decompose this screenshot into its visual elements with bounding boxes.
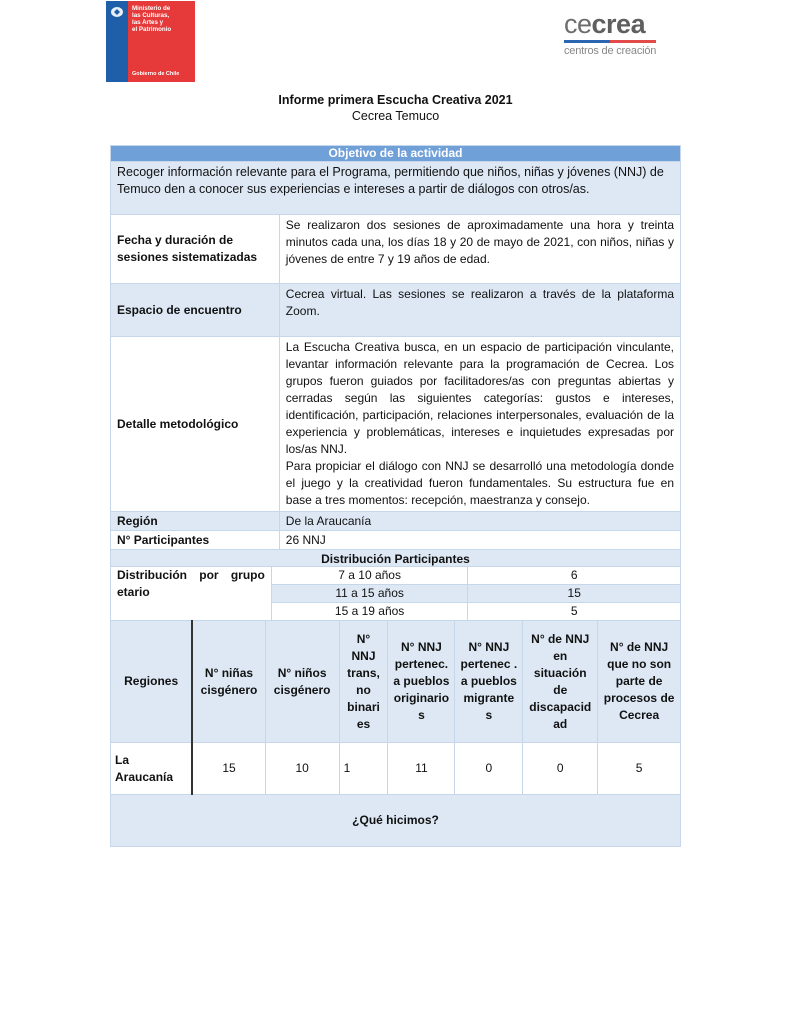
col-pueblos-migrantes: N° NNJ pertenec . a pueblos migrante s — [455, 621, 523, 743]
col-regiones: Regiones — [111, 621, 193, 743]
gobierno-de-chile: Gobierno de Chile — [132, 71, 180, 77]
cell-originarios: 11 — [388, 743, 455, 795]
coat-of-arms-icon — [109, 5, 125, 19]
ministry-line-4: el Patrimonio — [132, 26, 172, 33]
age-row-1 — [111, 567, 681, 585]
age-range: 11 a 15 años — [271, 585, 468, 603]
document-subtitle: Cecrea Temuco — [351, 109, 440, 123]
cell-no-procesos: 5 — [598, 743, 681, 795]
distribution-header: Distribución Participantes — [111, 550, 681, 569]
age-count: 6 — [468, 567, 681, 585]
objective-text: Recoger información relevante para el Programa, permitiendo que niños, niñas y jóvenes (NNJ) de Temuco den a conocer sus experiencias e intereses a partir de diálogos con otros/as. — [111, 162, 681, 215]
col-trans-no-binaries: N° NNJ trans, no binari es — [339, 621, 388, 743]
fecha-label: Fecha y duración de sesiones sistematizadas — [111, 215, 280, 284]
cell-trans: 1 — [339, 743, 388, 795]
age-range: 7 a 10 años — [271, 567, 468, 585]
espacio-label: Espacio de encuentro — [111, 284, 280, 337]
breakdown-header-row — [111, 621, 681, 743]
ministry-line-1: Ministerio de — [132, 5, 171, 12]
region-value: De la Araucanía — [279, 512, 680, 531]
cecrea-logo-bar — [564, 40, 656, 43]
cell-discapacidad: 0 — [523, 743, 598, 795]
metodologia-label: Detalle metodológico — [111, 337, 280, 512]
cell-migrantes: 0 — [455, 743, 523, 795]
cecrea-logo-light: ce — [564, 9, 592, 39]
col-pueblos-originarios: N° NNJ pertenec. a pueblos originario s — [388, 621, 455, 743]
metodologia-paragraph-2: Para propiciar el diálogo con NNJ se desarrolló una metodología donde el juego y la creatividad fueron fundamentales. Su estructura fue en base a tres momentos: recepción, maestranza y consejo. — [285, 459, 674, 507]
fecha-row — [111, 215, 681, 284]
age-count: 5 — [468, 603, 681, 621]
espacio-value: Cecrea virtual. Las sesiones se realizaron a través de la plataforma Zoom. — [279, 284, 680, 337]
cell-ninos: 10 — [265, 743, 339, 795]
participantes-row — [111, 531, 681, 550]
breakdown-data-row — [111, 743, 681, 795]
cecrea-logo — [564, 10, 660, 57]
age-distribution-table — [110, 566, 681, 621]
metodologia-paragraph-1: La Escucha Creativa busca, en un espacio de participación vinculante, levantar información relevante para la programación de Cecrea. Los grupos fueron guiados por facilitadores/as con preguntas abiertas y cerradas según las siguientes categorías: gustos e intereses, identificación, participación, relaciones interpersonales, evaluación de la experiencia y problemáticas, intereses e inquietudes expresadas por los/as NNJ. — [285, 340, 674, 456]
col-discapacidad: N° de NNJ en situación de discapacid ad — [523, 621, 598, 743]
que-hicimos-row — [111, 795, 681, 847]
col-ninos-cisgenero: N° niños cisgénero — [265, 621, 339, 743]
espacio-row — [111, 284, 681, 337]
cell-region: La Araucanía — [111, 743, 193, 795]
col-ninas-cisgenero: N° niñas cisgénero — [192, 621, 265, 743]
age-range: 15 a 19 años — [271, 603, 468, 621]
region-label: Región — [111, 512, 280, 531]
cecrea-tagline: centros de creación — [564, 45, 657, 57]
col-no-procesos-cecrea: N° de NNJ que no son parte de procesos de Cecrea — [598, 621, 681, 743]
region-row — [111, 512, 681, 531]
age-distribution-label: Distribución por grupo etario — [111, 567, 272, 621]
ministry-line-3: las Artes y — [132, 19, 164, 26]
objective-header: Objetivo de la actividad — [111, 146, 681, 162]
participantes-value: 26 NNJ — [279, 531, 680, 550]
participants-breakdown-table — [110, 620, 681, 847]
gobierno-logo — [106, 1, 195, 82]
que-hicimos-header: ¿Qué hicimos? — [111, 795, 681, 847]
objective-row — [111, 162, 681, 215]
fecha-value: Se realizaron dos sesiones de aproximadamente una hora y treinta minutos cada una, los días 18 y 20 de mayo de 2021, con niños, niñas y jóvenes de entre 7 y 19 años de edad. — [279, 215, 680, 284]
cecrea-logo-bold: crea — [591, 9, 646, 39]
cell-ninas: 15 — [192, 743, 265, 795]
metodologia-row — [111, 337, 681, 512]
age-count: 15 — [468, 585, 681, 603]
activity-table — [110, 145, 681, 569]
document-title: Informe primera Escucha Creativa 2021 — [278, 93, 513, 107]
ministry-line-2: las Culturas, — [132, 12, 170, 19]
participantes-label: N° Participantes — [111, 531, 280, 550]
objective-header-row — [111, 146, 681, 162]
